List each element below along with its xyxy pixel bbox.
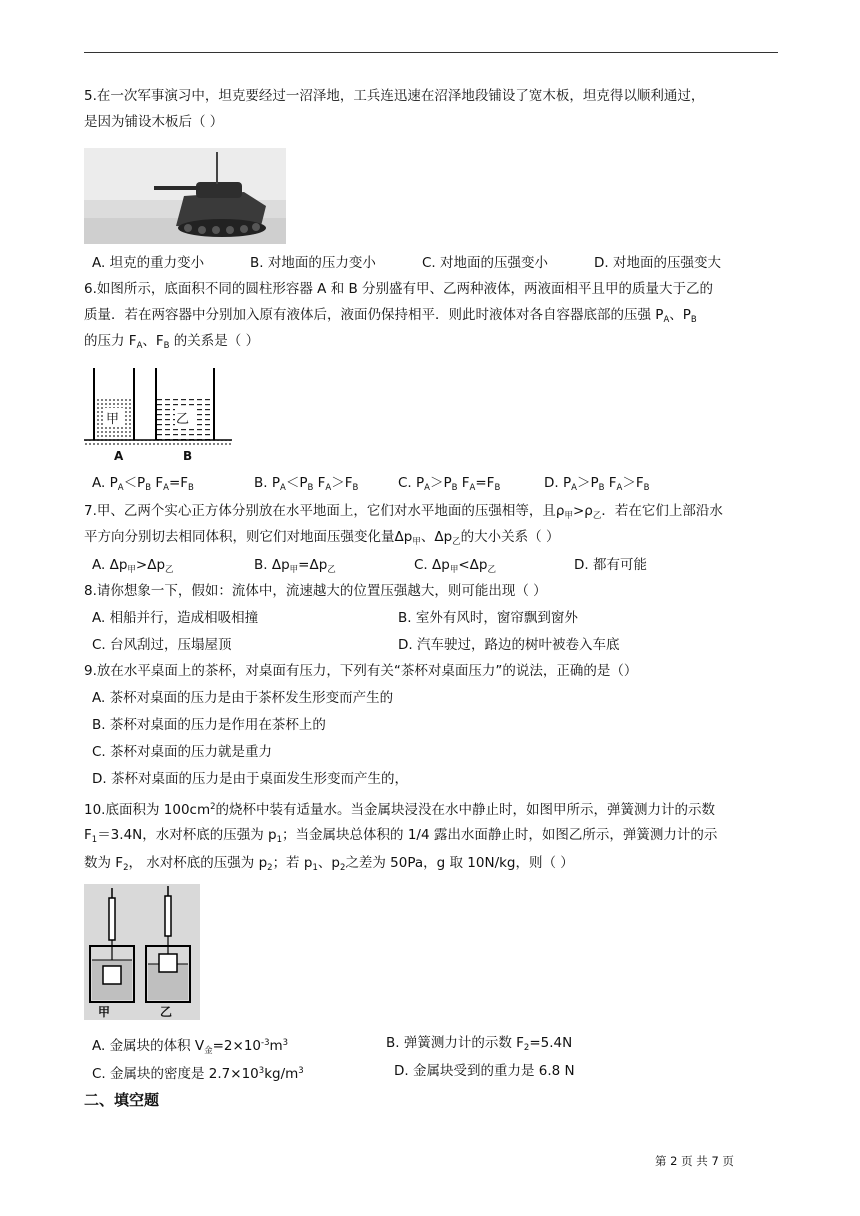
q10-figure-label-left: 甲 bbox=[98, 1005, 111, 1019]
q6-stem-line2: 质量．若在两容器中分别加入原有液体后，液面仍保持相平．则此时液体对各自容器底部的压强 $P_A$、$P_B$ bbox=[84, 307, 697, 325]
page-footer: 第 2 页 共 7 页 bbox=[655, 1154, 734, 1168]
q9-option-d: D. 茶杯对桌面的压力是由于桌面发生形变而产生的， bbox=[92, 771, 408, 787]
q10-option-c: C. 金属块的密度是 $2.7\times 10^3kg/m^3$ bbox=[92, 1066, 304, 1082]
q6-option-d: D. $P_A>P_B$ $F_A>F_B$ bbox=[544, 475, 650, 493]
q8-option-a: A. 相船并行，造成相吸相撞 bbox=[92, 610, 259, 626]
q10-stem-line2: $F_1=3.4N$，水对杯底的压强为 $p_1$；当金属块总体积的 1/4 露出水面静止时，如图乙所示，弹簧测力计的示 bbox=[84, 827, 718, 845]
q5-stem-line2: 是因为铺设木板后（ ） bbox=[84, 114, 224, 130]
q8-option-c: C. 台风刮过，压塌屋顶 bbox=[92, 637, 232, 653]
q5-option-c: C. 对地面的压强变小 bbox=[422, 255, 549, 271]
q8-stem: 8.请你想象一下，假如：流体中，流速越大的位置压强越大，则可能出现（ ） bbox=[84, 583, 547, 599]
q10-stem-line3: 数为 $F_2$， 水对杯底的压强为 $p_2$；若 $p_1$、$p_2$之差为 50Pa，g 取 10N/kg，则（ ） bbox=[84, 855, 574, 873]
q9-stem: 9.放在水平桌面上的茶杯，对桌面有压力，下列有关“茶杯对桌面压力”的说法，正确的是（） bbox=[84, 663, 638, 679]
spring-scale-figure bbox=[84, 884, 200, 1020]
header-rule bbox=[84, 52, 778, 53]
q7-option-b: B. $\Delta p_甲=\Delta p_乙$ bbox=[254, 557, 336, 575]
tank-photo bbox=[84, 148, 286, 244]
q7-stem-line2: 平方向分别切去相同体积，则它们对地面压强变化量$\Delta p_甲$、$\Delta p_乙$的大小关系（ ） bbox=[84, 529, 560, 547]
q5-option-d: D. 对地面的压强变大 bbox=[594, 255, 721, 271]
q10-option-d: D. 金属块受到的重力是 6.8 N bbox=[394, 1063, 575, 1079]
q10-figure-label-right: 乙 bbox=[160, 1005, 173, 1019]
q10-option-a: A. 金属块的体积 $V_金=2\times 10^{-3}m^3$ bbox=[92, 1038, 289, 1056]
q6-figure-label-a: A bbox=[114, 449, 124, 463]
section-title-fill-in: 二、填空题 bbox=[84, 1091, 160, 1109]
q6-option-c: C. $P_A>P_B$ $F_A=F_B$ bbox=[398, 475, 501, 493]
q6-stem-line3: 的压力 $F_A$、$F_B$ 的关系是（ ） bbox=[84, 333, 260, 351]
q8-option-b: B. 室外有风时，窗帘飘到窗外 bbox=[398, 610, 578, 626]
q7-option-c: C. $\Delta p_甲<\Delta p_乙$ bbox=[414, 557, 496, 575]
q9-option-c: C. 茶杯对桌面的压力就是重力 bbox=[92, 744, 273, 760]
q6-option-b: B. $P_A<P_B$ $F_A>F_B$ bbox=[254, 475, 359, 493]
q5-stem-line1: 5.在一次军事演习中，坦克要经过一沼泽地，工兵连迅速在沼泽地段铺设了宽木板，坦克得以顺利通过， bbox=[84, 88, 705, 104]
q10-stem-line1: 10.底面积为 $100cm^2$的烧杯中装有适量水。当金属块浸没在水中静止时，如图甲所示，弹簧测力计的示数 bbox=[84, 802, 716, 818]
q5-option-a: A. 坦克的重力变小 bbox=[92, 255, 205, 271]
q7-option-d: D. 都有可能 bbox=[574, 557, 647, 573]
q7-stem-line1: 7.甲、乙两个实心正方体分别放在水平地面上，它们对水平地面的压强相等，且$\rho_甲>\rho_乙$．若在它们上部沿水 bbox=[84, 503, 723, 521]
q7-option-a: A. $\Delta p_甲>\Delta p_乙$ bbox=[92, 557, 174, 575]
q9-option-a: A. 茶杯对桌面的压力是由于茶杯发生形变而产生的 bbox=[92, 690, 394, 706]
q10-option-b: B. 弹簧测力计的示数 $F_2=5.4N$ bbox=[386, 1035, 573, 1053]
q6-figure-liquid-b: 乙 bbox=[176, 412, 190, 427]
q9-option-b: B. 茶杯对桌面的压力是作用在茶杯上的 bbox=[92, 717, 326, 733]
q8-option-d: D. 汽车驶过，路边的树叶被卷入车底 bbox=[398, 637, 620, 653]
q6-option-a: A. $P_A<P_B$ $F_A=F_B$ bbox=[92, 475, 194, 493]
q6-stem-line1: 6.如图所示，底面积不同的圆柱形容器 A 和 B 分别盛有甲、乙两种液体，两液面相平且甲的质量大于乙的 bbox=[84, 281, 714, 297]
q6-figure-liquid-a: 甲 bbox=[106, 412, 120, 427]
q5-option-b: B. 对地面的压力变小 bbox=[250, 255, 376, 271]
q6-figure-label-b: B bbox=[183, 449, 193, 463]
